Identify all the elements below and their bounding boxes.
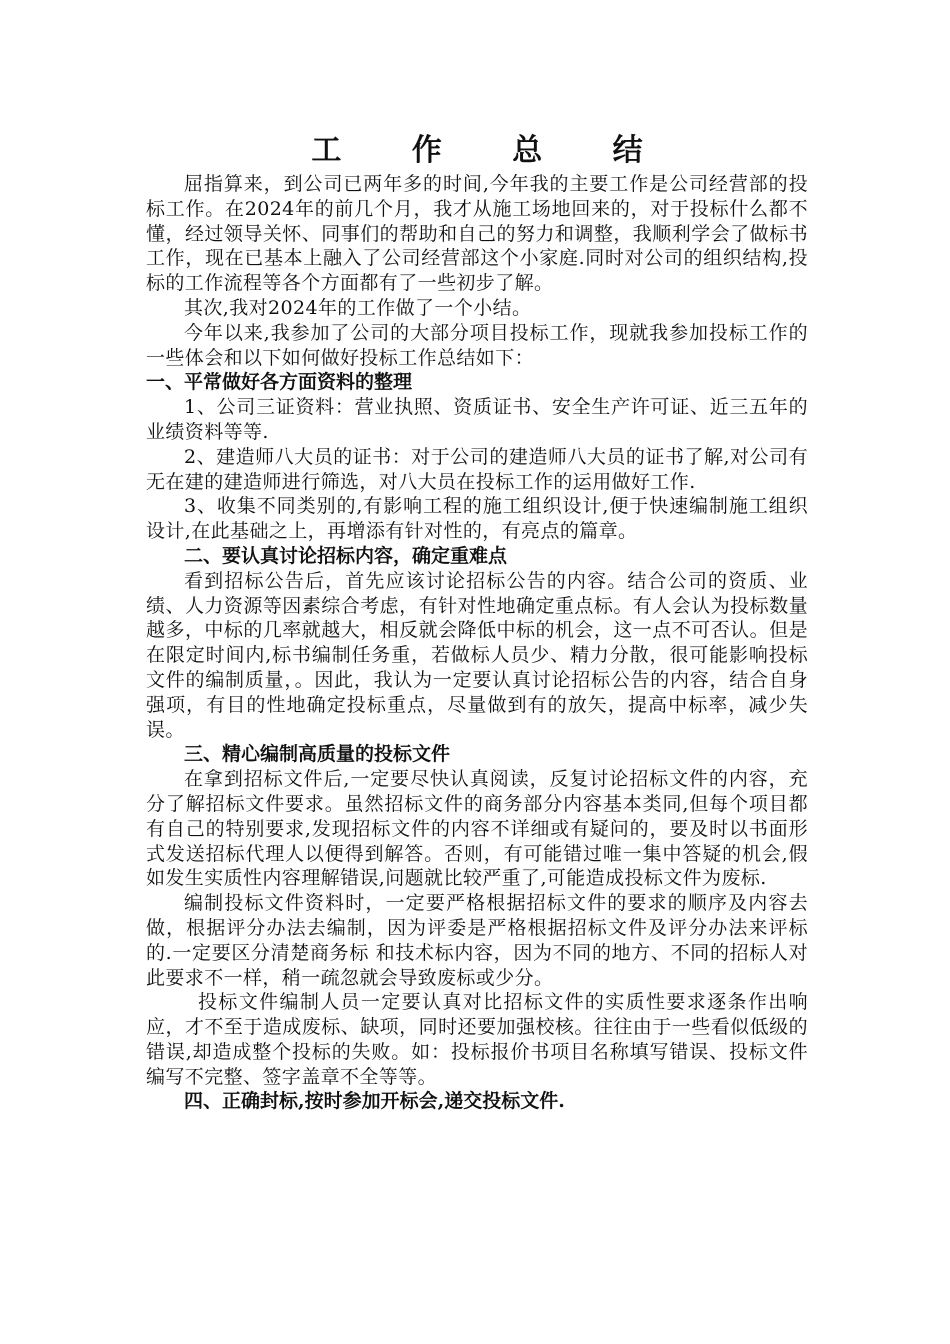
document-page <box>146 130 808 1114</box>
section-3-heading: 三、精心编制高质量的投标文件 <box>184 743 451 766</box>
intro-paragraph-1: 屈指算来，到公司已两年多的时间,今年我的主要工作是公司经营部的投标工作。在2024年的前几个月，我才从施工场地回来的，对于投标什么都不懂，经过领导关怀、同事们的帮助和自己的努力和调整，我顺利学会了做标书工作，现在已基本上融入了公司经营部这个小家庭.同时对公司的组织结构,投标的工作流程等各个方面都有了一些初步了解。 <box>146 173 808 295</box>
section-3-paragraph-1: 在拿到招标文件后,一定要尽快认真阅读，反复讨论招标文件的内容，充分了解招标文件要求。虽然招标文件的商务部分内容基本类同,但每个项目都有自己的特别要求,发现招标文件的内容不详细或有疑问的，要及时以书面形式发送招标代理人以便得到解答。否则，有可能错过唯一集中答疑的机会,假如发生实质性内容理解错误,问题就比较严重了,可能造成投标文件为废标. <box>146 768 808 890</box>
section-1-heading: 一、平常做好各方面资料的整理 <box>146 371 413 394</box>
section-1-item-3: 3、收集不同类别的,有影响工程的施工组织设计,便于快速编制施工组织设计,在此基础之上，再增添有针对性的，有亮点的篇章。 <box>146 495 808 543</box>
section-3-paragraph-2: 编制投标文件资料时，一定要严格根据招标文件的要求的顺序及内容去做，根据评分办法去编制，因为评委是严格根据招标文件及评分办法来评标的.一定要区分清楚商务标 和技术标内容，因为不同的地方、不同的招标人对此要求不一样，稍一疏忽就会导致废标或少分。 <box>146 892 808 989</box>
section-1-item-2: 2、建造师八大员的证书：对于公司的建造师八大员的证书了解,对公司有无在建的建造师进行筛选，对八大员在投标工作的运用做好工作. <box>146 445 808 493</box>
section-4-heading: 四、正确封标,按时参加开标会,递交投标文件. <box>184 1090 565 1113</box>
document-title: 工 作 总 结 <box>311 133 673 168</box>
section-2-heading: 二、要认真讨论招标内容，确定重难点 <box>184 544 508 567</box>
section-2-paragraph-1: 看到招标公告后，首先应该讨论招标公告的内容。结合公司的资质、业绩、人力资源等因素综合考虑，有针对性地确定重点标。有人会认为投标数量越多，中标的几率就越大，相反就会降低中标的机会，这一点不可否认。但是在限定时间内,标书编制任务重，若做标人员少、精力分散，很可能影响投标文件的编制质量，。因此，我认为一定要认真讨论招标公告的内容，结合自身强项，有目的性地确定投标重点，尽量做到有的放矢，提高中标率，减少失误。 <box>146 569 808 741</box>
intro-paragraph-2: 其次,我对2024年的工作做了一个小结。 <box>184 296 532 319</box>
section-3-paragraph-3: 投标文件编制人员一定要认真对比招标文件的实质性要求逐条作出响应，才不至于造成废标、缺项，同时还要加强校核。往往由于一些看似低级的错误,却造成整个投标的失败。如：投标报价书项目名称填写错误、投标文件编写不完整、签字盖章不全等等。 <box>146 991 808 1088</box>
section-1-item-1: 1、公司三证资料：营业执照、资质证书、安全生产许可证、近三五年的业绩资料等等. <box>146 396 808 443</box>
intro-paragraph-3: 今年以来,我参加了公司的大部分项目投标工作，现就我参加投标工作的一些体会和以下如何做好投标工作总结如下： <box>146 321 808 369</box>
